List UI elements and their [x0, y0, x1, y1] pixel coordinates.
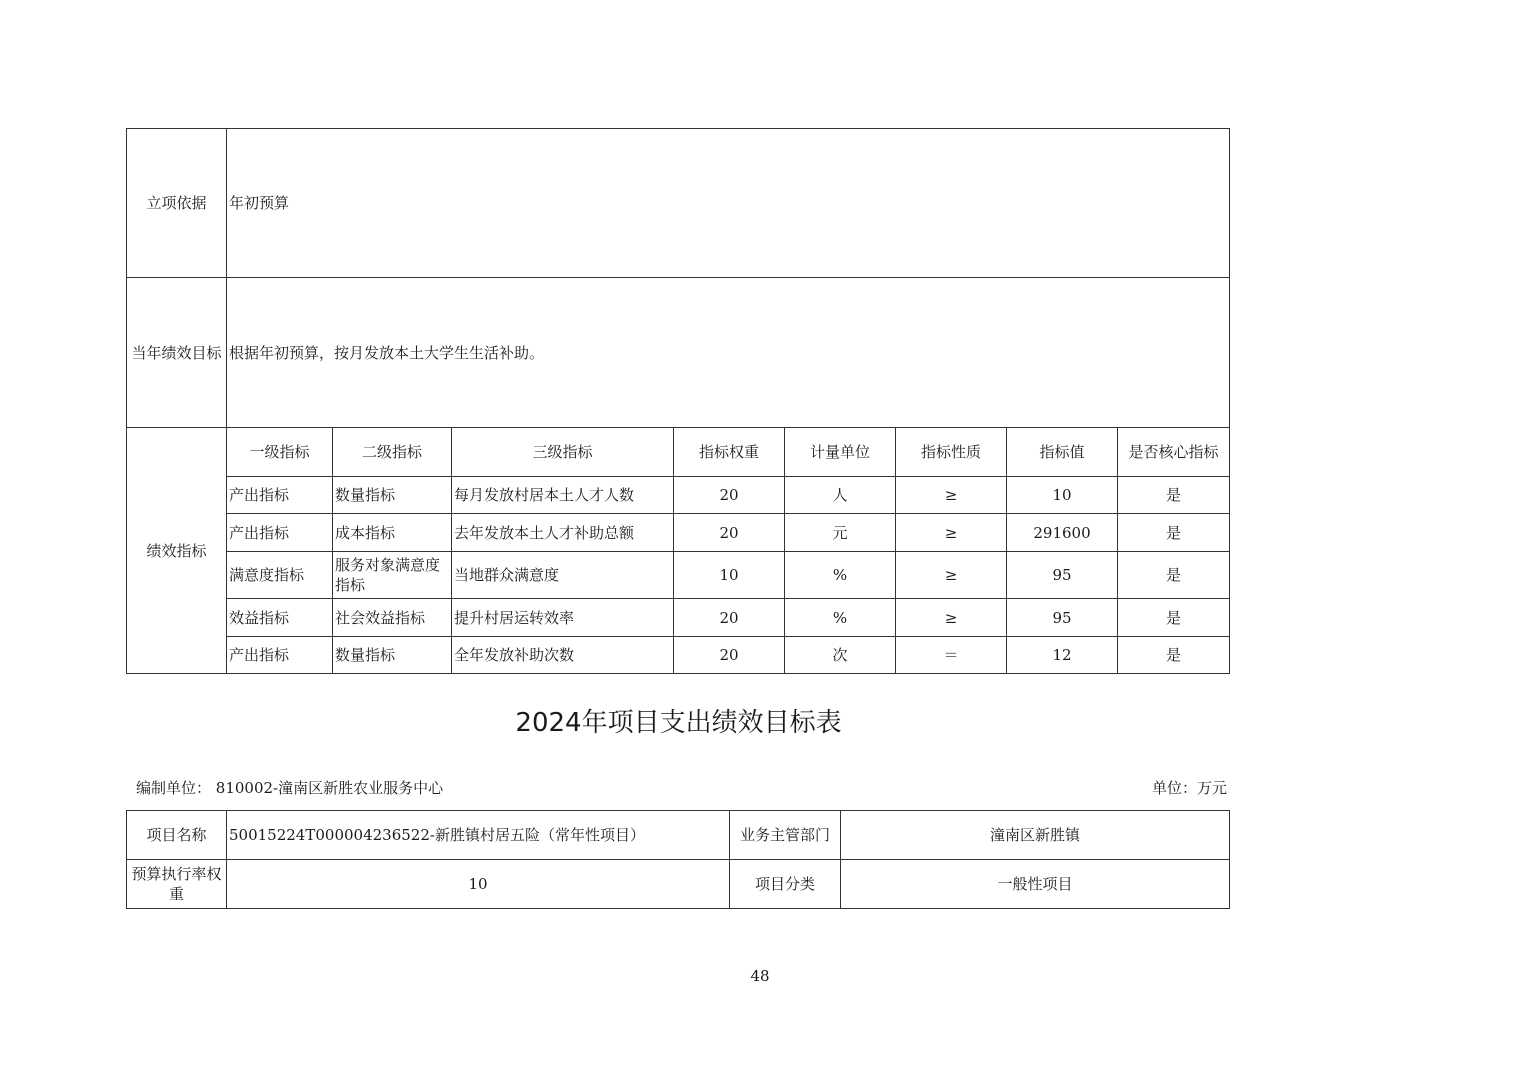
category-label: 项目分类: [730, 860, 841, 909]
cell-unit: 元: [785, 514, 896, 552]
cell-level1: 产出指标: [227, 477, 333, 514]
table-row: [127, 477, 1230, 514]
cell-core: 是: [1118, 552, 1230, 599]
page-number: 48: [750, 967, 770, 985]
basis-value: 年初预算: [227, 129, 1230, 278]
cell-level2: 成本指标: [333, 514, 452, 552]
cell-weight: 20: [674, 637, 785, 674]
cell-weight: 20: [674, 477, 785, 514]
page-title: 2024年项目支出绩效目标表: [515, 708, 842, 738]
cell-level3: 当地群众满意度: [452, 552, 674, 599]
cell-core: 是: [1118, 637, 1230, 674]
cell-nature: ≥: [896, 514, 1007, 552]
org-value: 810002-潼南区新胜农业服务中心: [215, 779, 444, 797]
basis-label: 立项依据: [127, 129, 227, 278]
cell-unit: %: [785, 599, 896, 637]
dept-value: 潼南区新胜镇: [841, 811, 1230, 860]
table-row: [127, 552, 1230, 599]
cell-nature: ＝: [896, 637, 1007, 674]
header-cell: 指标值: [1007, 428, 1118, 477]
org-label: 编制单位：: [136, 779, 212, 797]
dept-label: 业务主管部门: [730, 811, 841, 860]
header-cell: 指标权重: [674, 428, 785, 477]
header-cell: 二级指标: [333, 428, 452, 477]
cell-level1: 产出指标: [227, 514, 333, 552]
cell-core: 是: [1118, 514, 1230, 552]
cell-weight: 10: [674, 552, 785, 599]
cell-nature: ≥: [896, 552, 1007, 599]
indicator-header-row: [127, 428, 1230, 477]
cell-value: 12: [1007, 637, 1118, 674]
cell-weight: 20: [674, 514, 785, 552]
cell-level1: 满意度指标: [227, 552, 333, 599]
goal-row: [127, 278, 1230, 428]
rate-value: 10: [227, 860, 730, 909]
cell-level2: 数量指标: [333, 637, 452, 674]
cell-unit: 人: [785, 477, 896, 514]
cell-nature: ≥: [896, 477, 1007, 514]
category-value: 一般性项目: [841, 860, 1230, 909]
cell-core: 是: [1118, 599, 1230, 637]
cell-value: 10: [1007, 477, 1118, 514]
cell-weight: 20: [674, 599, 785, 637]
table-row: [127, 514, 1230, 552]
cell-nature: ≥: [896, 599, 1007, 637]
header-cell: 计量单位: [785, 428, 896, 477]
project-name-value: 50015224T000004236522-新胜镇村居五险（常年性项目）: [227, 811, 730, 860]
cell-level2: 服务对象满意度指标: [333, 552, 452, 599]
goal-value: 根据年初预算，按月发放本土大学生生活补助。: [227, 278, 1230, 428]
project-name-label: 项目名称: [127, 811, 227, 860]
cell-level2: 社会效益指标: [333, 599, 452, 637]
cell-level3: 全年发放补助次数: [452, 637, 674, 674]
header-cell: 三级指标: [452, 428, 674, 477]
cell-value: 291600: [1007, 514, 1118, 552]
performance-table-continued: [126, 128, 1230, 674]
rate-label: 预算执行率权重: [127, 860, 227, 909]
header-cell: 指标性质: [896, 428, 1007, 477]
header-cell: 一级指标: [227, 428, 333, 477]
cell-value: 95: [1007, 599, 1118, 637]
goal-label: 当年绩效目标: [127, 278, 227, 428]
cell-value: 95: [1007, 552, 1118, 599]
cell-level1: 效益指标: [227, 599, 333, 637]
cell-level3: 每月发放村居本土人才人数: [452, 477, 674, 514]
cell-level2: 数量指标: [333, 477, 452, 514]
header-cell: 是否核心指标: [1118, 428, 1230, 477]
cell-level3: 去年发放本土人才补助总额: [452, 514, 674, 552]
unit-label: 单位：万元: [1151, 779, 1227, 797]
indicators-label: 绩效指标: [127, 428, 227, 674]
basis-row: [127, 129, 1230, 278]
table-row: [127, 599, 1230, 637]
project-info-table: [126, 810, 1230, 909]
cell-level1: 产出指标: [227, 637, 333, 674]
cell-core: 是: [1118, 477, 1230, 514]
project-rate-row: [127, 860, 1230, 909]
cell-unit: 次: [785, 637, 896, 674]
table-row: [127, 637, 1230, 674]
org-line: [136, 777, 443, 798]
cell-unit: %: [785, 552, 896, 599]
cell-level3: 提升村居运转效率: [452, 599, 674, 637]
project-name-row: [127, 811, 1230, 860]
